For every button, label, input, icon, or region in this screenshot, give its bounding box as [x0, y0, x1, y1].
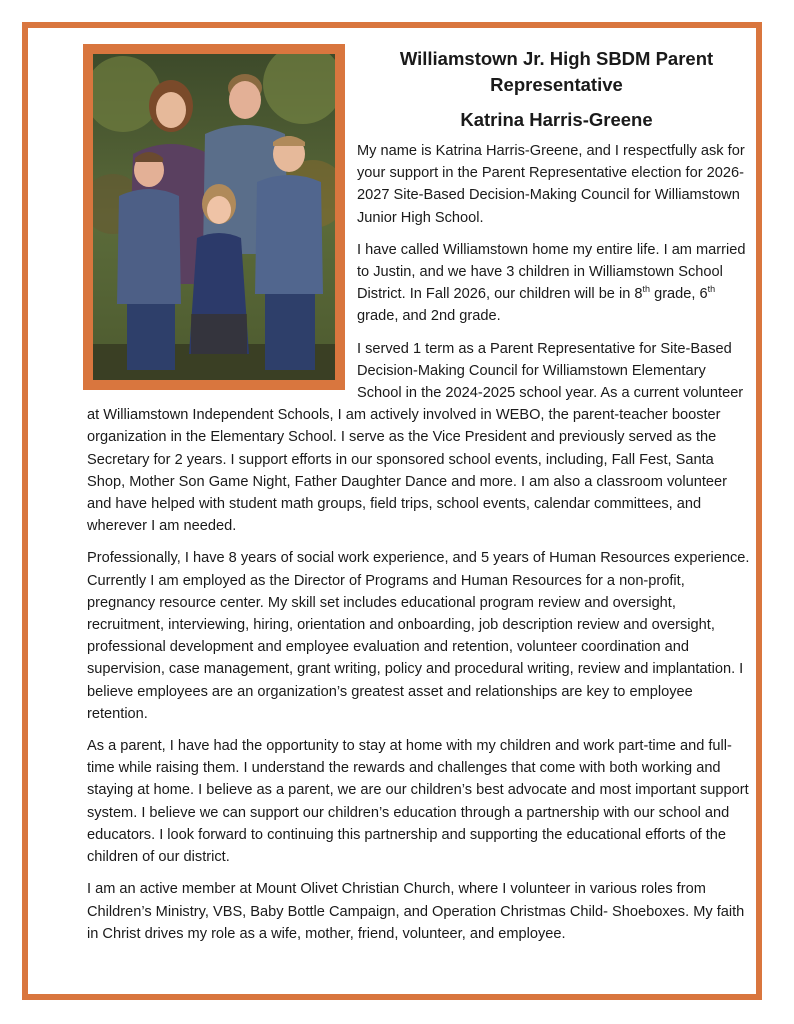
- family-text-b: grade, 6: [650, 286, 708, 303]
- family-photo-illustration: [93, 54, 335, 380]
- family-photo: [83, 44, 345, 390]
- family-text-c: grade, and 2nd grade.: [357, 308, 501, 325]
- page-title: Williamstown Jr. High SBDM Parent Representative: [399, 48, 714, 95]
- candidate-name: Katrina Harris-Greene: [460, 109, 653, 130]
- family-text-a: I have called Williamstown home my entire life. I am married to Justin, and we have 3 children in Williamstown School District. In Fall 2026, our children will be in 8: [357, 241, 746, 303]
- ordinal-suffix-1: th: [642, 284, 651, 295]
- ordinal-suffix-2: th: [707, 284, 716, 295]
- flyer-content: [87, 44, 752, 955]
- service-paragraph: I served 1 term as a Parent Representative for Site-Based Decision-Making Council for Williamstown Elementary School in the 2024-2025 school year. As a current volunteer at Williamstown Independent Schools, I am actively involved in WEBO, the parent-teacher booster organization in the Elementary School. I serve as the Vice President and previously served as the Secretary for 2 years. I support efforts in our sponsored school events, including, Fall Fest, Santa Shop, Mother Son Game Night, Father Daughter Dance and more. I am also a classroom volunteer and have helped with student math groups, field trips, school events, calendar committees, and wherever I am needed.: [87, 340, 744, 535]
- parent-paragraph: As a parent, I have had the opportunity to stay at home with my children and work part-time and full-time while raising them. I understand the rewards and challenges that come with both working and staying at home. I believe as a parent, we are our children’s best advocate and most important support system. I believe we can support our children’s education through a partnership with our school and educators. I look forward to continuing this partnership and supporting the educational efforts of the children of our district.: [87, 738, 749, 866]
- intro-paragraph: My name is Katrina Harris-Greene, and I respectfully ask for your support in the Parent Representative election for 2026-2027 Site-Based Decision-Making Council for Williamstown Junior High School.: [357, 143, 745, 226]
- header: [361, 46, 752, 132]
- church-paragraph: I am an active member at Mount Olivet Christian Church, where I volunteer in various roles from Children’s Ministry, VBS, Baby Bottle Campaign, and Operation Christmas Child- Shoeboxes. My faith in Christ drives my role as a wife, mother, friend, volunteer, and employee.: [87, 881, 745, 942]
- professional-paragraph: Professionally, I have 8 years of social work experience, and 5 years of Human Resources experience. Currently I am employed as the Director of Programs and Human Resources for a non-profit, pregnancy resource center. My skill set includes educational program review and oversight, recruitment, interviewing, hiring, orientation and onboarding, job description review and oversight, professional development and employee evaluation and retention, volunteer coordination and supervision, case management, grant writing, policy and procedural writing, review and implantation. I believe employees are an organization’s greatest asset and relationships are key to employee retention.: [87, 550, 750, 722]
